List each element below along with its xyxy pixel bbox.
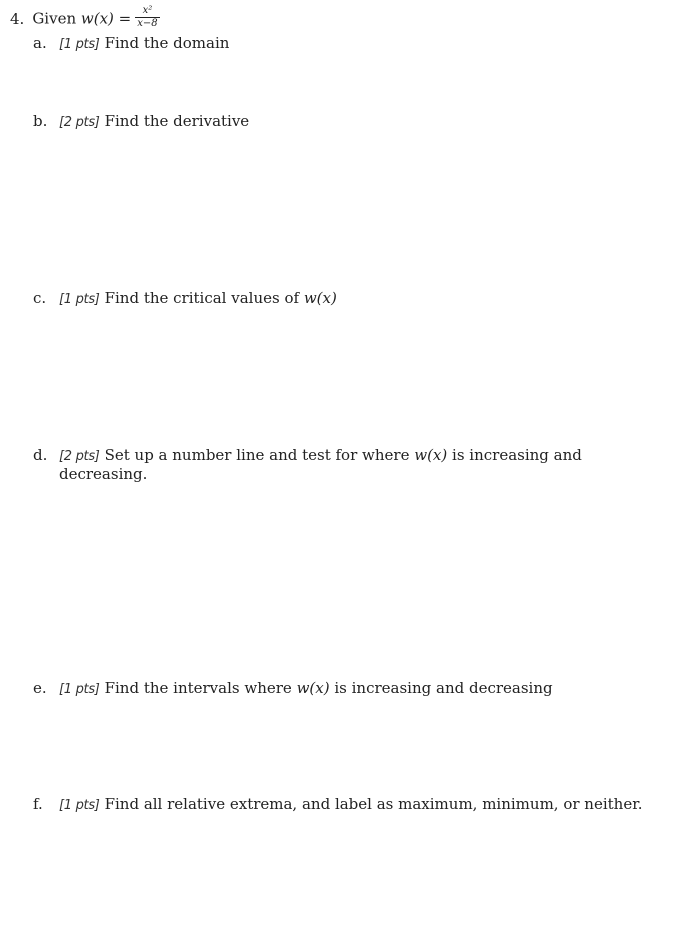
- fraction-numerator: x²: [135, 6, 159, 18]
- part-e: [33, 679, 553, 699]
- function-fraction: [135, 6, 159, 29]
- part-letter: d.: [33, 446, 48, 464]
- part-c: [33, 289, 337, 309]
- function-lhs: w(x) =: [80, 9, 132, 28]
- question-number: 4.: [10, 9, 25, 28]
- part-points: [1 pts]: [59, 798, 100, 813]
- part-math: w(x): [414, 446, 448, 464]
- part-text: Find the domain: [104, 34, 230, 52]
- part-points: [1 pts]: [59, 682, 100, 697]
- part-text: Find the critical values of: [104, 289, 300, 307]
- part-text-after: is increasing and decreasing: [334, 679, 553, 697]
- part-f: [33, 795, 642, 815]
- part-letter: b.: [33, 112, 48, 130]
- part-points: [2 pts]: [59, 115, 100, 130]
- part-points: [1 pts]: [59, 37, 100, 52]
- part-math: w(x): [303, 289, 337, 307]
- fraction-denominator: x−8: [137, 18, 158, 29]
- part-d-continuation: decreasing.: [59, 465, 148, 483]
- part-a: [33, 34, 229, 54]
- part-text-before: Set up a number line and test for where: [104, 446, 410, 464]
- given-label: Given: [32, 9, 77, 28]
- part-letter: a.: [33, 34, 47, 52]
- part-points: [2 pts]: [59, 449, 100, 464]
- part-text-after: is increasing and: [452, 446, 582, 464]
- part-b: [33, 112, 249, 132]
- part-points: [1 pts]: [59, 292, 100, 307]
- part-letter: e.: [33, 679, 47, 697]
- part-text-before: Find the intervals where: [104, 679, 292, 697]
- part-text: Find the derivative: [104, 112, 250, 130]
- part-letter: f.: [33, 795, 43, 813]
- part-math: w(x): [296, 679, 330, 697]
- part-d: [33, 446, 582, 466]
- part-letter: c.: [33, 289, 47, 307]
- question-header: [10, 5, 160, 31]
- part-text: Find all relative extrema, and label as maximum, minimum, or neither.: [104, 795, 643, 813]
